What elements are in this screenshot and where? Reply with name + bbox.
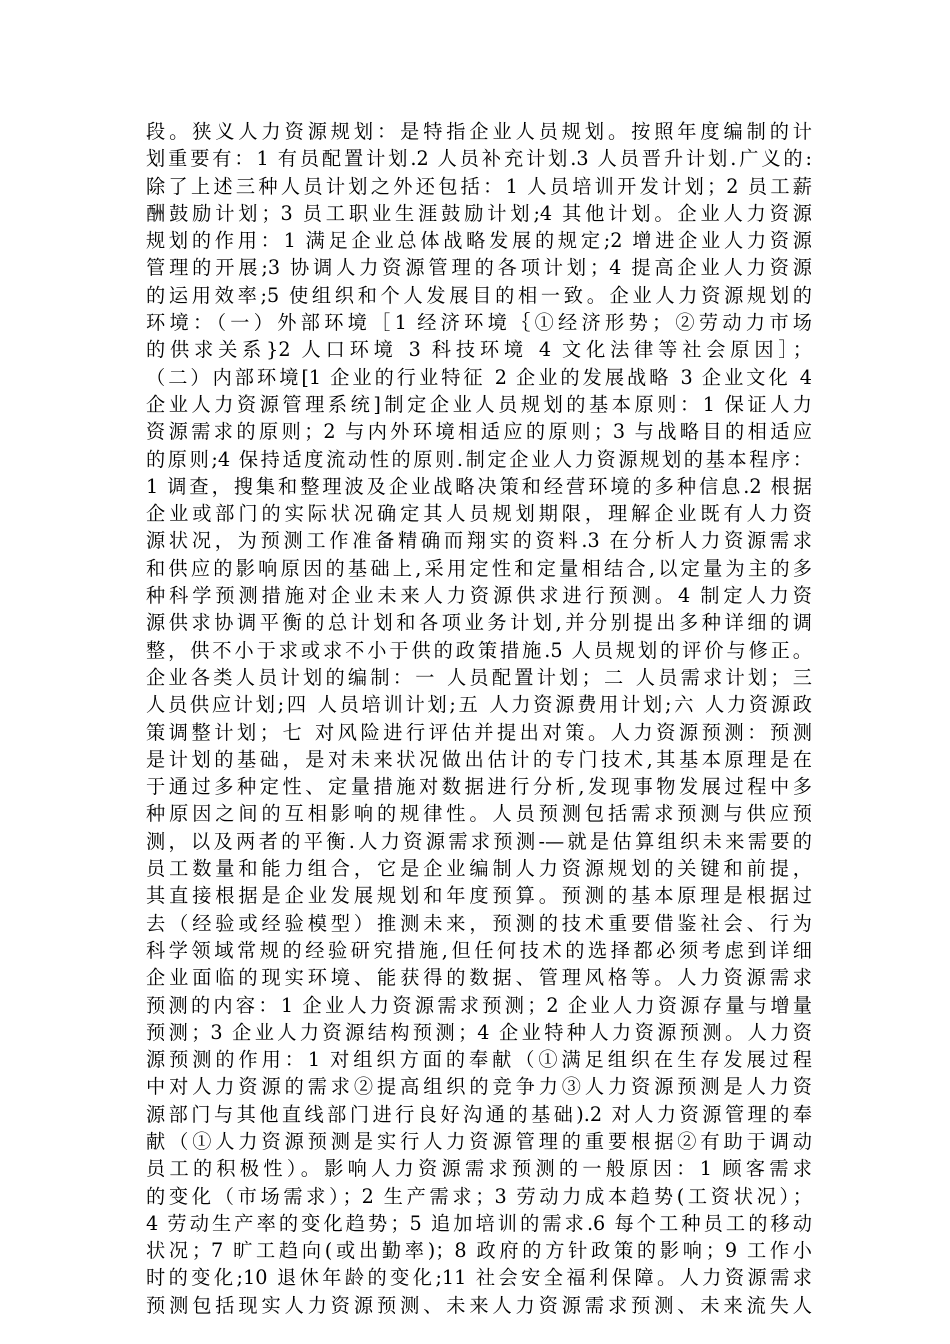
text-line: 员工数量和能力组合，它是企业编制人力资源规划的关键和前提， [146, 857, 812, 881]
text-line: 管理的开展;3 协调人力资源管理的各项计划；4 提高企业人力资源 [146, 256, 812, 280]
text-line: 献（①人力资源预测是实行人力资源管理的重要根据②有助于调动 [146, 1129, 812, 1153]
text-line: 去（经验或经验模型）推测未来，预测的技术重要借鉴社会、行为 [146, 911, 812, 935]
text-line: 酬鼓励计划；3 员工职业生涯鼓励计划;4 其他计划。企业人力资源 [146, 201, 812, 225]
text-line: 是计划的基础，是对未来状况做出估计的专门技术,其基本原理是在 [146, 747, 812, 771]
text-line: 的运用效率;5 使组织和个人发展目的相一致。企业人力资源规划的 [146, 283, 812, 307]
text-line: 资源需求的原则；2 与内外环境相适应的原则；3 与战略目的相适应 [146, 420, 812, 444]
text-line: 科学领域常规的经验研究措施,但任何技术的选择都必须考虑到详细 [146, 938, 812, 962]
text-line: 企业各类人员计划的编制：一 人员配置计划；二 人员需求计划；三 [146, 665, 812, 689]
text-line: （二）内部环境[1 企业的行业特征 2 企业的发展战略 3 企业文化 4 [146, 365, 812, 389]
text-line: 源部门与其他直线部门进行良好沟通的基础).2 对人力资源管理的奉 [146, 1102, 812, 1126]
text-line: 整，供不小于求或求不小于供的政策措施.5 人员规划的评价与修正。 [146, 638, 812, 662]
body-text [146, 118, 812, 1319]
text-line: 预测包括现实人力资源预测、未来人力资源需求预测、未来流失人 [146, 1293, 812, 1317]
text-line: 企业或部门的实际状况确定其人员规划期限，理解企业既有人力资 [146, 502, 812, 526]
text-line: 时的变化;10 退休年龄的变化;11 社会安全福利保障。人力资源需求 [146, 1266, 812, 1290]
text-line: 划重要有：1 有员配置计划.2 人员补充计划.3 人员晋升计划.广义的: [146, 147, 812, 171]
text-line: 预测的内容：1 企业人力资源需求预测；2 企业人力资源存量与增量 [146, 993, 812, 1017]
text-line: 的供求关系}2 人口环境 3 科技环境 4 文化法律等社会原因］； [146, 338, 812, 362]
text-line: 除了上述三种人员计划之外还包括：1 人员培训开发计划；2 员工薪 [146, 174, 812, 198]
text-line: 中对人力资源的需求②提高组织的竞争力③人力资源预测是人力资 [146, 1075, 812, 1099]
text-line: 种原因之间的互相影响的规律性。人员预测包括需求预测与供应预 [146, 802, 812, 826]
text-line: 源供求协调平衡的总计划和各项业务计划,并分别提出多种详细的调 [146, 611, 812, 635]
text-line: 段。狭义人力资源规划：是特指企业人员规划。按照年度编制的计 [146, 120, 812, 143]
text-line: 策调整计划；七 对风险进行评估并提出对策。人力资源预测：预测 [146, 720, 812, 744]
text-line: 企业面临的现实环境、能获得的数据、管理风格等。人力资源需求 [146, 966, 812, 990]
text-line: 状况；7 旷工趋向(或出勤率)；8 政府的方针政策的影响；9 工作小 [146, 1239, 812, 1263]
text-line: 企业人力资源管理系统]制定企业人员规划的基本原则：1 保证人力 [146, 392, 812, 416]
text-line: 测，以及两者的平衡.人力资源需求预测-—就是估算组织未来需要的 [146, 829, 812, 853]
text-line: 源状况，为预测工作准备精确而翔实的资料.3 在分析人力资源需求 [146, 529, 812, 553]
text-line: 规划的作用：1 满足企业总体战略发展的规定;2 增进企业人力资源 [146, 229, 812, 253]
text-line: 种科学预测措施对企业未来人力资源供求进行预测。4 制定人力资 [146, 584, 812, 608]
text-line: 其直接根据是企业发展规划和年度预算。预测的基本原理是根据过 [146, 884, 812, 908]
text-line: 的变化（市场需求）；2 生产需求；3 劳动力成本趋势(工资状况）； [146, 1184, 812, 1208]
text-line: 4 劳动生产率的变化趋势；5 追加培训的需求.6 每个工种员工的移动 [146, 1211, 812, 1235]
text-line: 员工的积极性）。影响人力资源需求预测的一般原因：1 顾客需求 [146, 1157, 812, 1181]
text-line: 和供应的影响原因的基础上,采用定性和定量相结合,以定量为主的多 [146, 556, 812, 580]
text-line: 源预测的作用：1 对组织方面的奉献（①满足组织在生存发展过程 [146, 1048, 812, 1072]
text-line: 于通过多种定性、定量措施对数据进行分析,发现事物发展过程中多 [146, 775, 812, 799]
text-line: 人员供应计划;四 人员培训计划;五 人力资源费用计划;六 人力资源政 [146, 693, 812, 717]
text-line: 预测；3 企业人力资源结构预测；4 企业特种人力资源预测。人力资 [146, 1020, 812, 1044]
text-line: 环境：（一）外部环境［1 经济环境｛①经济形势；②劳动力市场 [146, 311, 812, 335]
text-line: 的原则;4 保持适度流动性的原则.制定企业人力资源规划的基本程序： [146, 447, 812, 471]
text-line: 1 调查，搜集和整理波及企业战略决策和经营环境的多种信息.2 根据 [146, 474, 812, 498]
